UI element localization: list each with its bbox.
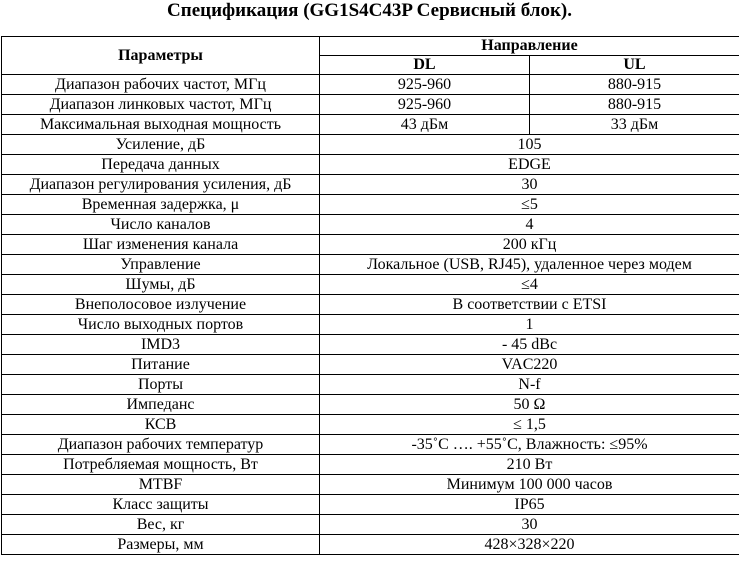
dl-header: DL — [320, 56, 530, 75]
param-cell: Диапазон линковых частот, МГц — [2, 95, 320, 115]
table-row — [2, 415, 739, 435]
value-cell: IP65 — [320, 495, 739, 515]
table-row — [2, 255, 739, 275]
param-cell: Вес, кг — [2, 515, 320, 535]
value-cell: Локальное (USB, RJ45), удаленное через модем — [320, 255, 739, 275]
table-row — [2, 135, 739, 155]
param-cell: Потребляемая мощность, Вт — [2, 455, 320, 475]
param-cell: КСВ — [2, 415, 320, 435]
param-cell: Внеполосовое излучение — [2, 295, 320, 315]
ul-cell: 880-915 — [530, 95, 739, 115]
value-cell: EDGE — [320, 155, 739, 175]
table-row — [2, 75, 739, 95]
table-row — [2, 395, 739, 415]
value-cell: N-f — [320, 375, 739, 395]
param-cell: Передача данных — [2, 155, 320, 175]
value-cell: ≤5 — [320, 195, 739, 215]
direction-header: Направление — [320, 37, 739, 56]
param-cell: Диапазон рабочих температур — [2, 435, 320, 455]
value-cell: В соответствии с ETSI — [320, 295, 739, 315]
table-row — [2, 155, 739, 175]
param-cell: MTBF — [2, 475, 320, 495]
table-row — [2, 315, 739, 335]
table-row — [2, 95, 739, 115]
table-row — [2, 335, 739, 355]
header-row — [2, 37, 739, 56]
param-cell: Шумы, дБ — [2, 275, 320, 295]
value-cell: 30 — [320, 175, 739, 195]
value-cell: 30 — [320, 515, 739, 535]
value-cell: 4 — [320, 215, 739, 235]
param-cell: Диапазон рабочих частот, МГц — [2, 75, 320, 95]
dl-cell: 43 дБм — [320, 115, 530, 135]
param-cell: Шаг изменения канала — [2, 235, 320, 255]
value-cell: 210 Вт — [320, 455, 739, 475]
value-cell: 428×328×220 — [320, 535, 739, 555]
param-cell: Временная задержка, μ — [2, 195, 320, 215]
spec-table — [1, 36, 739, 555]
param-header: Параметры — [2, 37, 320, 75]
table-row — [2, 215, 739, 235]
value-cell: - 45 dBc — [320, 335, 739, 355]
table-row — [2, 175, 739, 195]
param-cell: Импеданс — [2, 395, 320, 415]
dl-cell: 925-960 — [320, 75, 530, 95]
table-row — [2, 235, 739, 255]
value-cell: -35˚C …. +55˚C, Влажность: ≤95% — [320, 435, 739, 455]
param-cell: Питание — [2, 355, 320, 375]
document-title: Спецификация (GG1S4C43P Сервисный блок). — [167, 0, 572, 21]
table-row — [2, 295, 739, 315]
param-cell: Диапазон регулирования усиления, дБ — [2, 175, 320, 195]
param-cell: Число выходных портов — [2, 315, 320, 335]
table-row — [2, 515, 739, 535]
table-row — [2, 435, 739, 455]
param-cell: Управление — [2, 255, 320, 275]
value-cell: 200 кГц — [320, 235, 739, 255]
ul-cell: 33 дБм — [530, 115, 739, 135]
ul-header: UL — [530, 56, 739, 75]
param-cell: IMD3 — [2, 335, 320, 355]
table-row — [2, 375, 739, 395]
value-cell: 1 — [320, 315, 739, 335]
param-cell: Размеры, мм — [2, 535, 320, 555]
param-cell: Порты — [2, 375, 320, 395]
table-row — [2, 455, 739, 475]
param-cell: Максимальная выходная мощность — [2, 115, 320, 135]
param-cell: Класс защиты — [2, 495, 320, 515]
value-cell: VAC220 — [320, 355, 739, 375]
table-row — [2, 115, 739, 135]
table-row — [2, 475, 739, 495]
table-row — [2, 355, 739, 375]
dl-cell: 925-960 — [320, 95, 530, 115]
table-row — [2, 275, 739, 295]
value-cell: ≤ 1,5 — [320, 415, 739, 435]
param-cell: Число каналов — [2, 215, 320, 235]
value-cell: Минимум 100 000 часов — [320, 475, 739, 495]
value-cell: ≤4 — [320, 275, 739, 295]
table-row — [2, 535, 739, 555]
param-cell: Усиление, дБ — [2, 135, 320, 155]
spec-table-body — [2, 75, 739, 555]
table-row — [2, 495, 739, 515]
table-row — [2, 195, 739, 215]
value-cell: 105 — [320, 135, 739, 155]
value-cell: 50 Ω — [320, 395, 739, 415]
ul-cell: 880-915 — [530, 75, 739, 95]
